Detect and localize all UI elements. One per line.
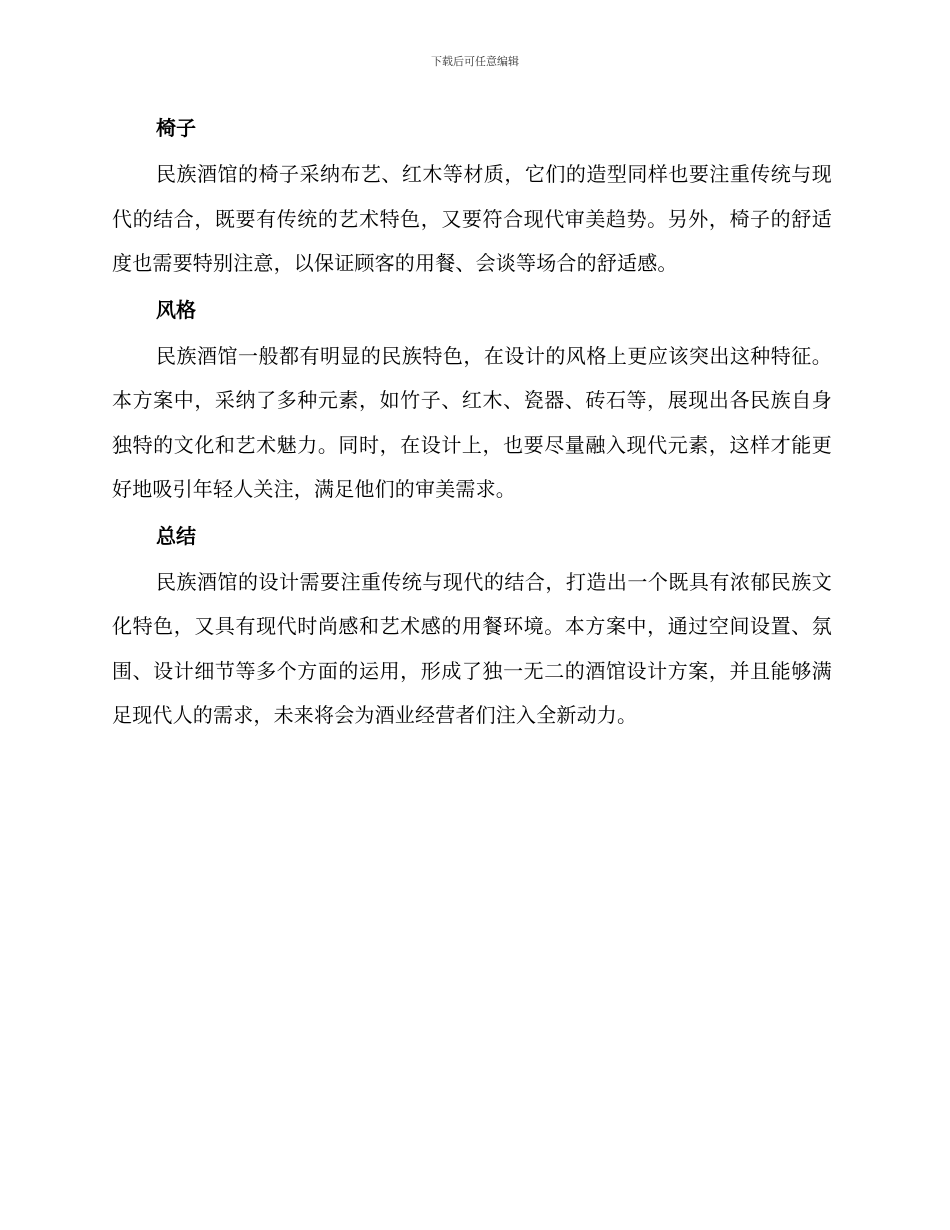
section-heading: 椅子: [156, 116, 196, 140]
section-paragraph: 民族酒馆的椅子采纳布艺、红木等材质，它们的造型同样也要注重传统与现代的结合，既要有传统的艺术特色，又要符合现代审美趋势。另外，椅子的舒适度也需要特别注意，以保证顾客的用餐、会谈等场合的舒适感。: [112, 162, 832, 275]
section-paragraph: 民族酒馆的设计需要注重传统与现代的结合，打造出一个既具有浓郁民族文化特色，又具有现代时尚感和艺术感的用餐环境。本方案中，通过空间设置、氛围、设计细节等多个方面的运用，形成了独一无二的酒馆设计方案，并且能够满足现代人的需求，未来将会为酒业经营者们注入全新动力。: [112, 569, 832, 727]
section-style: [112, 290, 832, 512]
section-summary: [112, 516, 832, 738]
document-body: [112, 108, 832, 742]
section-heading: 总结: [156, 523, 196, 548]
section-heading: 风格: [156, 297, 196, 322]
section-paragraph: 民族酒馆一般都有明显的民族特色，在设计的风格上更应该突出这种特征。本方案中，采纳了多种元素，如竹子、红木、瓷器、砖石等，展现出各民族自身独特的文化和艺术魅力。同时，在设计上，也要尽量融入现代元素，这样才能更好地吸引年轻人关注，满足他们的审美需求。: [112, 343, 832, 501]
section-chairs: [112, 108, 832, 286]
page-header-note: 下载后可任意编辑: [431, 55, 519, 68]
